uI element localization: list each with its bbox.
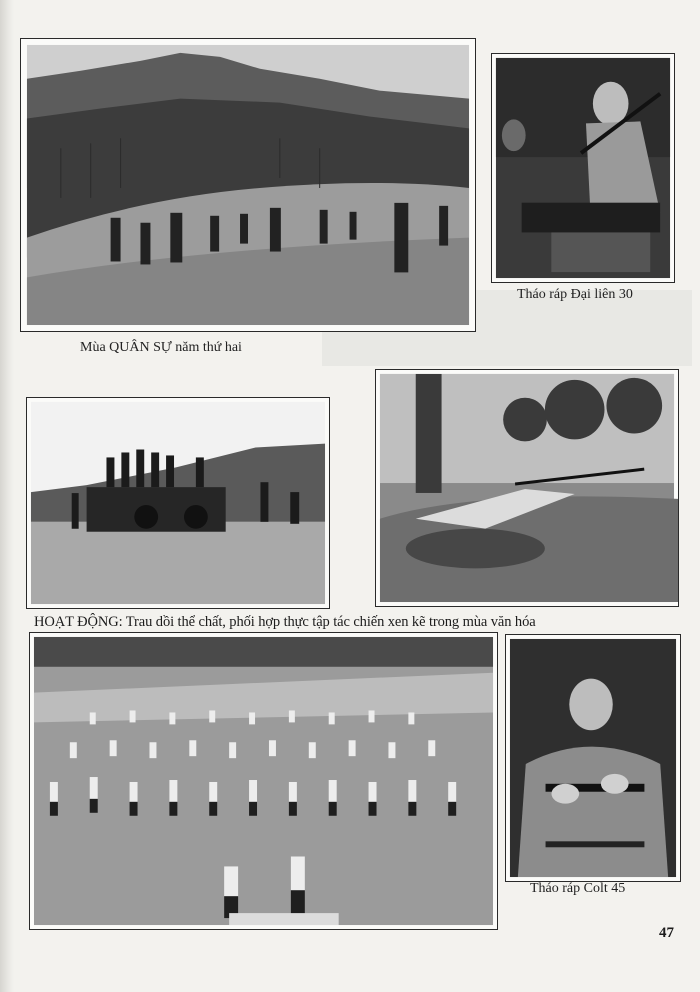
- photo-colt-disassembly: [505, 634, 681, 882]
- photo-mass-calisthenics: [29, 632, 498, 930]
- photo-prone-rifle-training: [375, 369, 679, 607]
- caption-machine-gun: Tháo ráp Đại liên 30: [517, 287, 633, 302]
- caption-colt: Tháo ráp Colt 45: [530, 881, 626, 896]
- caption-activities: HOẠT ĐỘNG: Trau dồi thể chất, phối hợp thực tập tác chiến xen kẽ trong mùa văn hóa: [34, 614, 536, 630]
- photo-truck-exercise: [26, 397, 330, 609]
- scan-page-edge: [0, 0, 14, 992]
- caption-battlefield: Mùa QUÂN SỰ năm thứ hai: [80, 340, 242, 355]
- photo-machine-gun-disassembly: [491, 53, 675, 283]
- photo-assault-on-hillside: [20, 38, 476, 332]
- page-number: 47: [659, 925, 674, 941]
